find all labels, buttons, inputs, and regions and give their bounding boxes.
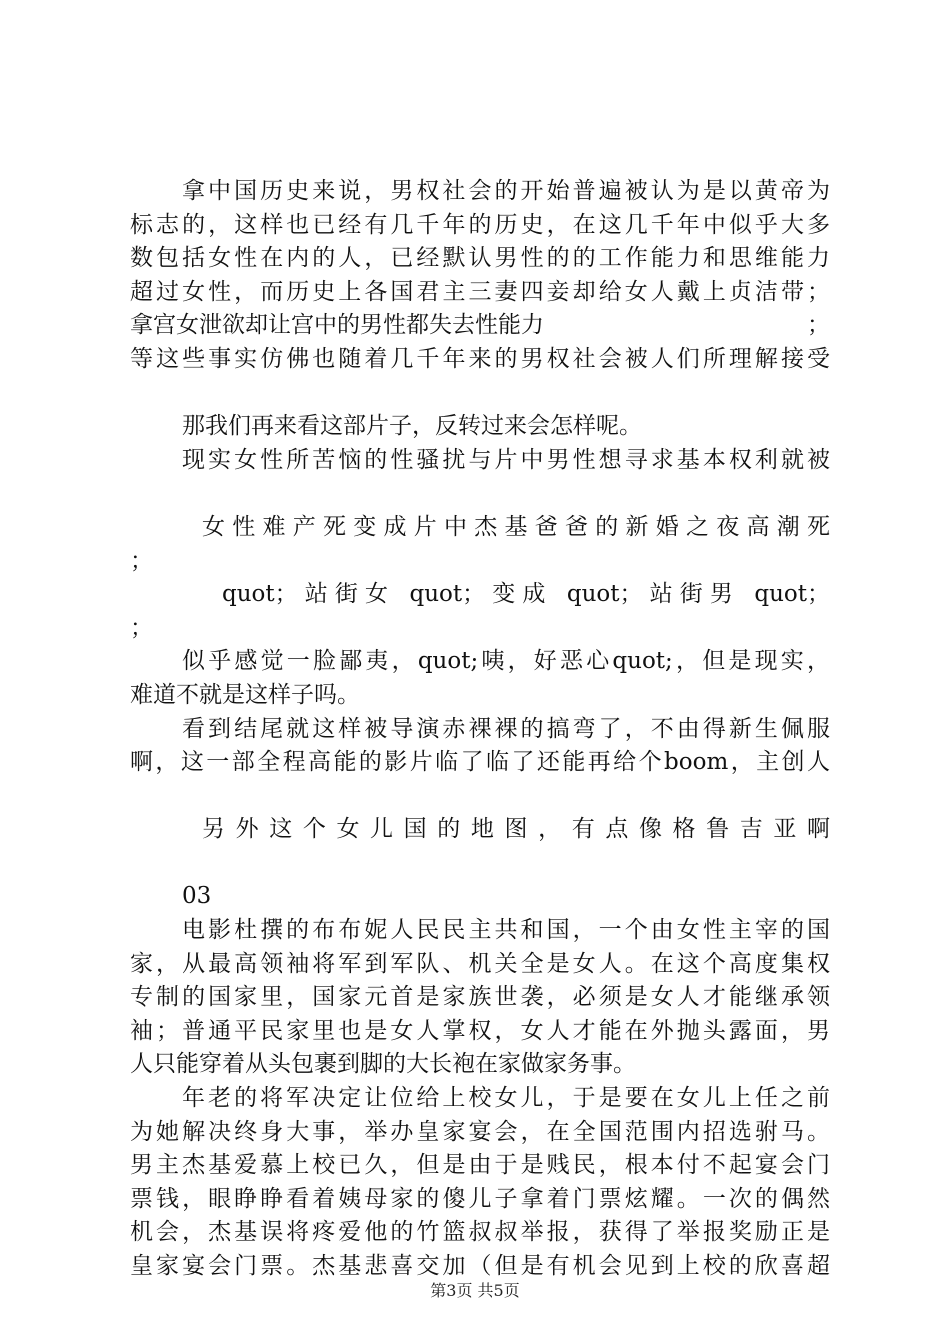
text-fragment: 拿宫女泄欲却让宫中的男性都失去性能力: [130, 312, 544, 339]
text-line: 女性难产死变成片中杰基爸爸的新婚之夜高潮死: [202, 513, 830, 540]
document-body: [130, 175, 830, 1284]
text-line: ；: [130, 614, 153, 641]
text-line: 那我们再来看这部片子，反转过来会怎样呢。: [182, 413, 642, 440]
text-fragment: ；: [807, 312, 830, 339]
text-line: 另外这个女儿国的地图，有点像格鲁吉亚啊: [202, 816, 830, 843]
text-line: 难道不就是这样子吗。: [130, 681, 360, 708]
text-line: 现实女性所苦恼的性骚扰与片中男性想寻求基本权利就被: [182, 446, 830, 473]
text-line: 年老的将军决定让位给上校女儿，于是要在女儿上任之前: [182, 1085, 830, 1112]
text-line: 啊，这一部全程高能的影片临了临了还能再给个boom，主创人: [130, 749, 830, 776]
text-line: quot；站街女 quot；变成 quot；站街男 quot；: [222, 581, 830, 608]
text-line: [130, 309, 830, 343]
text-line: 机会，杰基误将疼爱他的竹篮叔叔举报，获得了举报奖励正是: [130, 1219, 830, 1246]
text-line: 电影杜撰的布布妮人民民主共和国，一个由女性主宰的国: [182, 917, 830, 944]
text-line: 人只能穿着从头包裹到脚的大长袍在家做家务事。: [130, 1051, 636, 1078]
text-line: 拿中国历史来说，男权社会的开始普遍被认为是以黄帝为: [182, 178, 830, 204]
section-number: 03: [182, 883, 212, 910]
text-line: [130, 780, 830, 814]
text-line: 男主杰基爱慕上校已久，但是由于是贱民，根本付不起宴会门: [130, 1152, 830, 1179]
text-line: ；: [130, 547, 153, 574]
text-line: 皇家宴会门票。杰基悲喜交加（但是有机会见到上校的欣喜超: [130, 1253, 830, 1279]
text-line: 票钱，眼睁睁看着姨母家的傻儿子拿着门票炫耀。一次的偶然: [130, 1185, 830, 1212]
text-line: 标志的，这样也已经有几千年的历史，在这几千年中似乎大多: [130, 211, 830, 238]
text-line: [130, 377, 830, 411]
text-line: 似乎感觉一脸鄙夷，quot;咦，好恶心quot;，但是现实，: [182, 648, 830, 675]
text-line: 等这些事实仿佛也随着几千年来的男权社会被人们所理解接受: [130, 345, 830, 372]
text-line: 袖；普通平民家里也是女人掌权，女人才能在外抛头露面，男: [130, 1017, 830, 1044]
text-line: 数包括女性在内的人，已经默认男性的的工作能力和思维能力: [130, 245, 830, 272]
text-line: [130, 477, 830, 511]
page-number-footer: 第3页 共5页: [430, 1281, 520, 1300]
text-line: 超过女性，而历史上各国君主三妻四妾却给女人戴上贞洁带；: [130, 278, 830, 305]
text-line: [130, 847, 830, 881]
text-line: 为她解决终身大事，举办皇家宴会，在全国范围内招选驸马。: [130, 1118, 830, 1145]
text-line: 家，从最高领袖将军到军队、机关全是女人。在这个高度集权: [130, 950, 830, 977]
text-line: 看到结尾就这样被导演赤裸裸的搞弯了，不由得新生佩服: [182, 715, 830, 742]
text-line: 专制的国家里，国家元首是家族世袭，必须是女人才能继承领: [130, 984, 830, 1011]
